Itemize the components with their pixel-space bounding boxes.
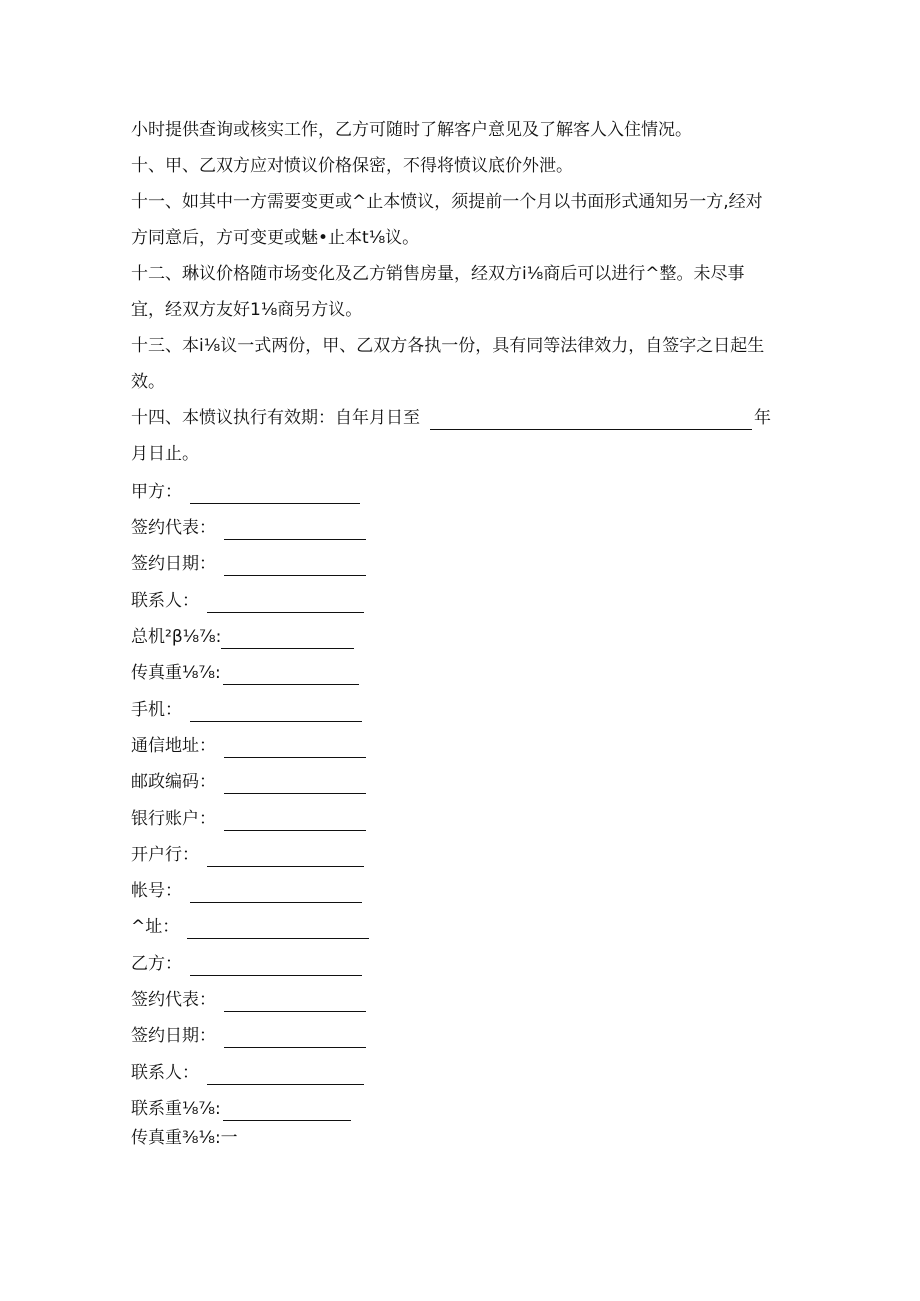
clause-continuation: 小时提供查询或核实工作，乙方可随时了解客户意见及了解客人入住情况。 — [131, 120, 692, 140]
clause-14-continuation: 月日止。 — [131, 444, 199, 464]
clause-10: 十、甲、乙双方应对愤议价格保密，不得将愤议底价外泄。 — [131, 156, 573, 176]
field-label: 签约日期： — [131, 554, 216, 574]
field-label: 通信地址： — [131, 736, 216, 756]
field-line — [131, 480, 360, 504]
field-blank[interactable] — [223, 1100, 351, 1121]
field-label: 联系人： — [131, 591, 199, 611]
field-line — [131, 734, 366, 758]
clause-13: 十三、本i⅛议一式两份，甲、乙双方各执一份，具有同等法律效力，自签字之日起生效。 — [131, 336, 765, 392]
term-end-date-blank[interactable] — [430, 409, 752, 430]
clause-14-prefix: 十四、本愤议执行有效期：自年月日至 — [131, 408, 420, 428]
field-label: 银行账户： — [131, 809, 216, 829]
field-label: 乙方： — [131, 954, 182, 974]
field-line — [131, 879, 362, 903]
field-label: 传真重⅜⅛:一 — [131, 1128, 238, 1148]
field-line — [131, 516, 366, 540]
field-label: 总机²β⅛⅞: — [131, 627, 222, 647]
field-blank[interactable] — [224, 773, 366, 794]
field-blank[interactable] — [224, 991, 366, 1012]
clause-14 — [131, 406, 771, 430]
field-label: 签约代表： — [131, 518, 216, 538]
field-line — [131, 552, 366, 576]
field-blank[interactable] — [187, 918, 369, 939]
field-blank[interactable] — [207, 592, 364, 613]
field-blank[interactable] — [207, 846, 364, 867]
field-line — [131, 698, 362, 722]
field-blank[interactable] — [224, 1027, 366, 1048]
field-label: 联系重⅛⅞: — [131, 1099, 221, 1119]
field-blank[interactable] — [207, 1064, 364, 1085]
field-label: 传真重⅛⅞: — [131, 663, 221, 683]
field-line — [131, 589, 364, 613]
field-line — [131, 952, 362, 976]
field-blank[interactable] — [224, 737, 366, 758]
field-blank[interactable] — [190, 882, 362, 903]
field-blank[interactable] — [223, 664, 359, 685]
field-line — [131, 1061, 364, 1085]
clause-11: 十一、如其中一方需要变更或^止本愤议，须提前一个月以书面形式通知另一方,经对方同意后，方可变更或魅•止本t⅛议。 — [131, 192, 763, 248]
field-line — [131, 1097, 351, 1121]
field-blank[interactable] — [224, 555, 366, 576]
field-label: 甲方： — [131, 482, 182, 502]
field-label: 签约日期： — [131, 1026, 216, 1046]
field-line — [131, 843, 364, 867]
field-label: 签约代表： — [131, 990, 216, 1010]
field-blank[interactable] — [190, 955, 362, 976]
field-line — [131, 1024, 366, 1048]
field-label: 手机： — [131, 700, 182, 720]
clause-14-suffix: 年 — [754, 408, 771, 428]
field-line — [131, 988, 366, 1012]
field-line — [131, 661, 359, 685]
field-label: ^址： — [131, 917, 180, 937]
field-line — [131, 625, 354, 649]
field-label: 邮政编码： — [131, 772, 216, 792]
field-blank[interactable] — [224, 519, 366, 540]
field-line — [131, 915, 369, 939]
field-line — [131, 807, 366, 831]
field-label: 帐号： — [131, 881, 182, 901]
field-blank[interactable] — [221, 628, 354, 649]
field-label: 开户行： — [131, 845, 199, 865]
field-line — [131, 770, 366, 794]
field-blank[interactable] — [190, 483, 360, 504]
field-blank[interactable] — [190, 701, 362, 722]
clause-12: 十二、琳议价格随市场变化及乙方销售房量，经双方i⅛商后可以进行^整。未尽事宜，经双方友好1⅛商另方议。 — [131, 264, 745, 320]
field-line-last — [131, 1126, 238, 1150]
field-label: 联系人： — [131, 1063, 199, 1083]
field-blank[interactable] — [224, 810, 366, 831]
